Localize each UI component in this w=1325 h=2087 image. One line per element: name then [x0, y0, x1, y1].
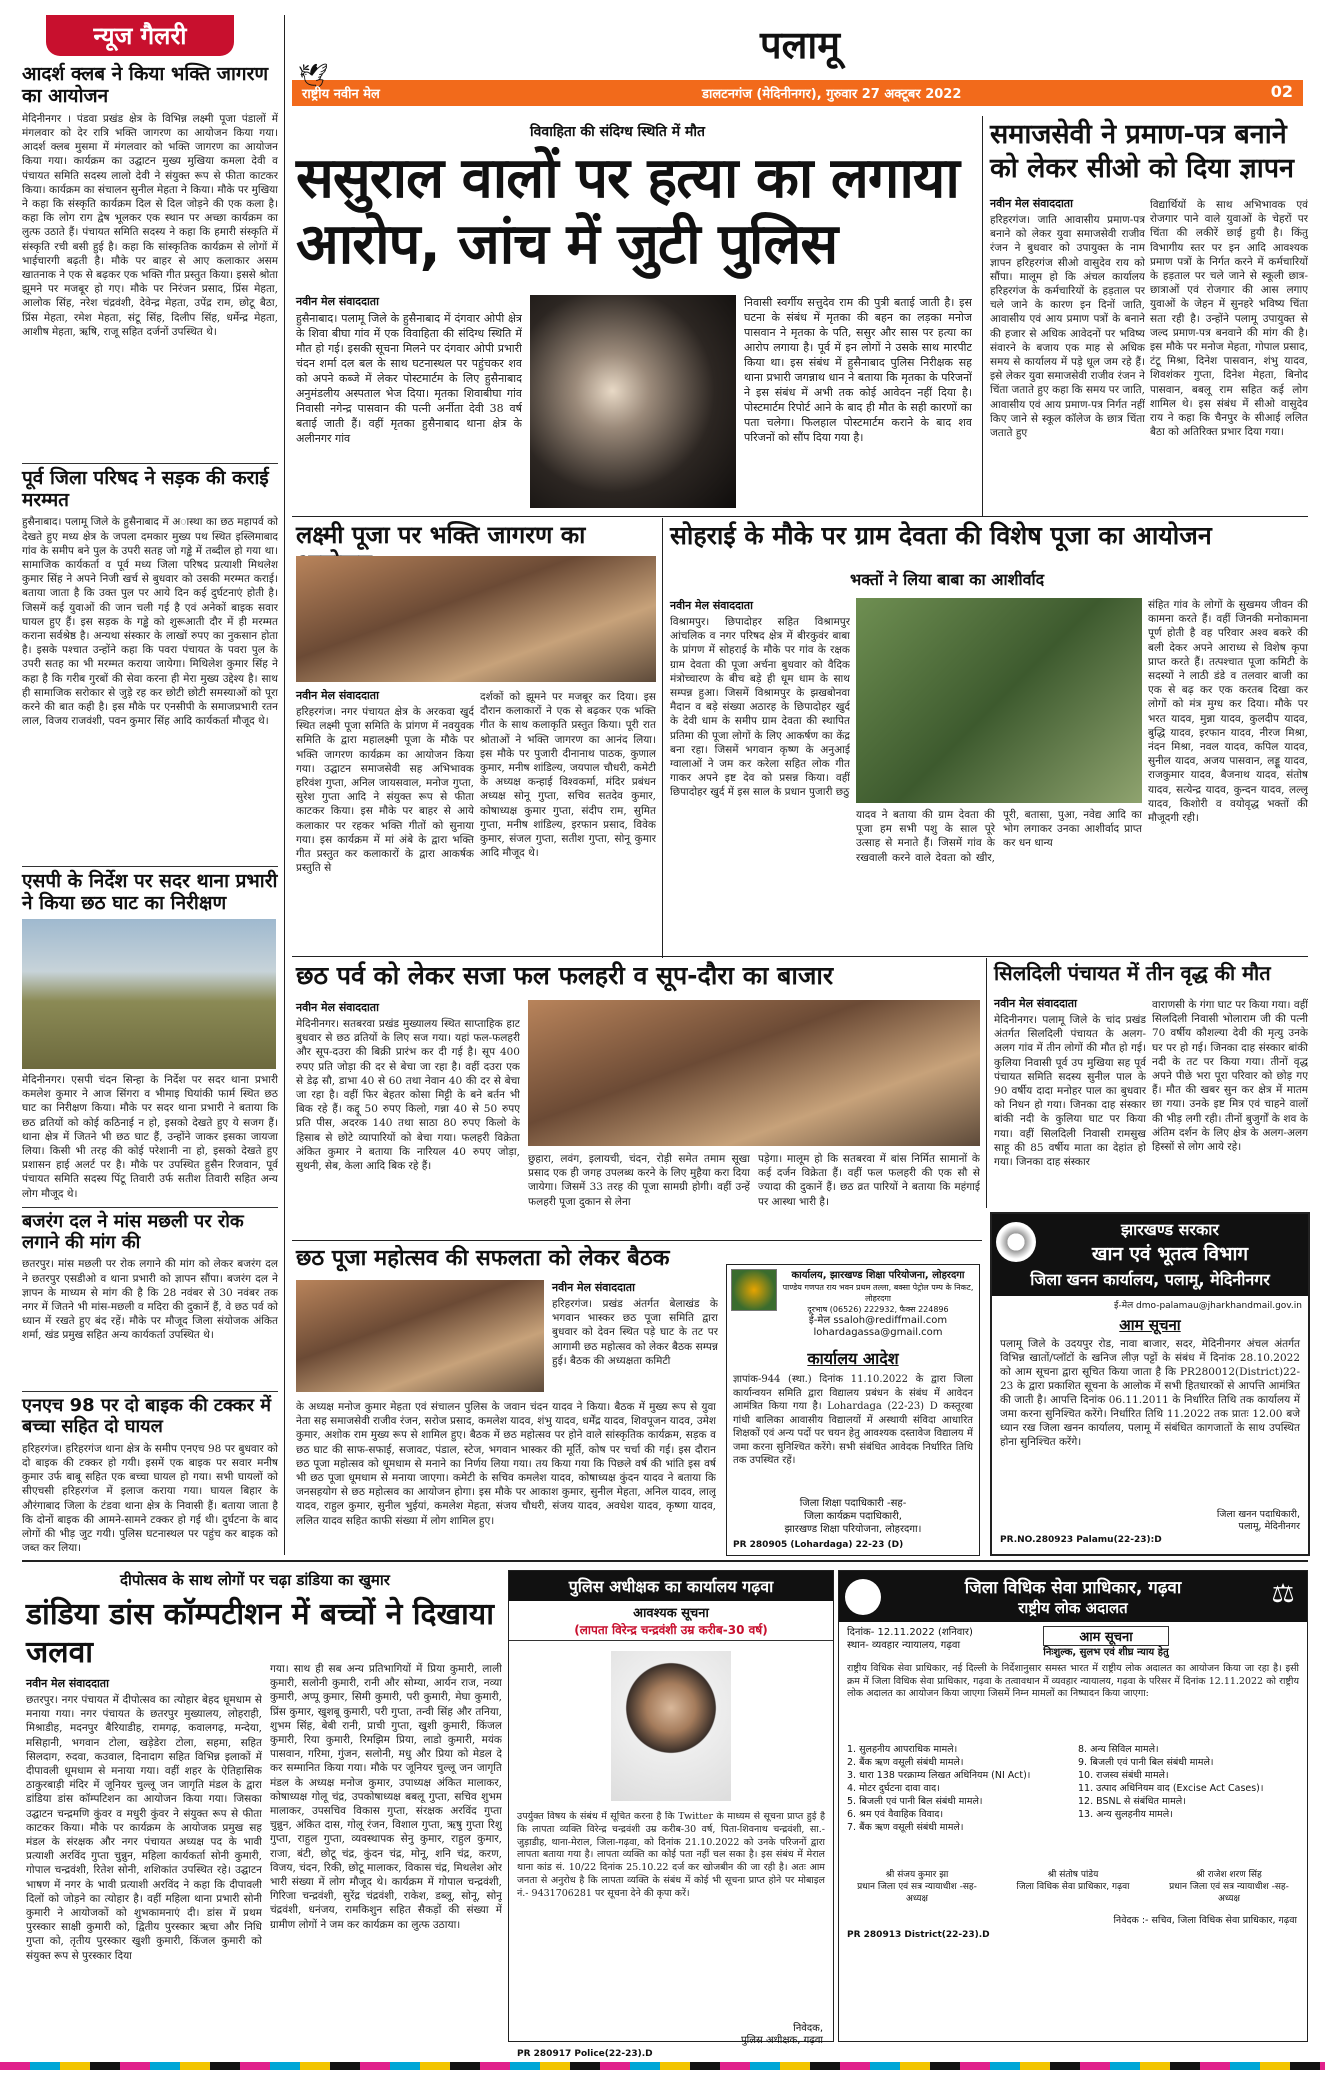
right-top-story — [990, 196, 1145, 513]
edu-order-title: कार्यालय आदेश — [807, 1349, 899, 1368]
laxmi-body-1: हरिहरगंज। नगर पंचायत क्षेत्र के अरकवा खुर्द स्थित लक्ष्मी पूजा समिति के प्रांगण में नवयुवक समिति के द्वारा महालक्ष्मी पूजा के मौके पर भक्ति जागरण कार्यक्रम का आयोजन किया गया। उद्घाटन समाजसेवी सह अभिभावक हरिवंश गुप्ता, अनिल जायसवाल, मनोज गुप्ता, सुरेश गुप्ता आदि ने संयुक्त रूप से फीता काटकर किया। इस मौके पर बाहर से आये कलाकार पर रहकर भक्ति गीतों को सुनाया गया। इस कार्यक्रम में मां अंबे के द्वारा भक्ति गीत प्रस्तुत कर कलाकारों के द्वारा आकर्षक प्रस्तुति से — [296, 706, 474, 875]
chhath-market-story — [296, 1000, 520, 1247]
victim-photo — [530, 295, 736, 508]
legal-sig-right-name: श्री राजेश शरण सिंह — [1196, 1870, 1262, 1880]
left-story-4-headline: बजरंग दल ने मांस मछली पर रोक लगाने की मांग की — [22, 1211, 244, 1253]
sohrai-headline: सोहराई के मौके पर ग्राम देवता की विशेष पूजा का आयोजन — [670, 521, 1212, 550]
legal-subtitle: राष्ट्रीय लोक अदालत — [1018, 1599, 1128, 1617]
sohrai-body-1: विश्रामपुर। छिपादोहर सहित विश्रामपुर आंचलिक व नगर परिषद क्षेत्र में बीरकुवंर बाबा के प्रांगण में सोहराई के मौके पर गांव के रक्षक ग्राम देवता की पूजा अर्चना बुधवार को वैदिक मंत्रोच्चारण के बीच बड़े ही धूम धाम के साथ सम्पन्न हुआ। जिसमें विश्रामपुर के झखबोनवा मैदान व बड़े संख्या अठारह के छिपादोहर खुर्द के देवी धाम के समीप ग्राम देवता की स्थापित प्रतिमा की पूजा लोगों के लिए आकर्षण का केंद्र बना रहा। जिसमें भगवान कृष्ण के अनुआई ग्वालाओं ने जम कर करेला सहित लोक गीत गाकर अपने इष्ट देव को प्रसन्न किया। वहीं छिपादोहर खुर्द में इस साल के प्रधान पुजारी छठु — [670, 616, 850, 799]
right-top-headline: समाजसेवी ने प्रमाण-पत्र बनाने को लेकर सीओ को दिया ज्ञापन — [990, 119, 1295, 184]
legal-pr-number: PR 280913 District(22-23).D — [847, 1930, 990, 1940]
legal-footer: निवेदक :- सचिव, जिला विधिक सेवा प्राधिकार, गढ़वा — [1113, 1915, 1297, 1926]
sohrai-byline: नवीन मेल संवाददाता — [670, 599, 753, 612]
legal-notice-title: आम सूचना — [1043, 1626, 1168, 1646]
lead-story — [296, 294, 522, 525]
chhath-market-headline: छठ पर्व को लेकर सजा फल फलहरी व सूप-दौरा का बाजार — [296, 961, 834, 990]
right-top-body-1: हरिहरगंज। जाति आवासीय प्रमाण-पत्र बनाने को लेकर युवा समाजसेवी राजीव रंजन ने बुधवार को उपायुक्त के नाम ज्ञापन हरिहरगंज सीओ वासुदेव राय को सौंपा। मालूम हो कि अंचल कार्यालय हरिहरगंज के कर्मचारियों के हड़ताल पर चले जाने के कारण इन दिनों जाति, आवासीय एवं आय प्रमाण पत्रों के बनाने की हजार से अधिक आवेदनों पर भविष्य संवारने के बजाय एक माह से अधिक समय से कार्यालय में पड़े धूल जम रहे हैं। इसे लेकर युवा समाजसेवी राजीव रंजन ने चिंता जताते हुए कहा कि समय पर जाति, आवासीय एवं आय प्रमाण-पत्र निर्गत नहीं किए जाने से स्कूल कॉलेज के छात्र चिंता जताते हुए — [990, 214, 1145, 440]
chhath-meeting-body-1: हरिहरगंज। प्रखंड अंतर्गत बेलाखंड के भगवान भास्कर छठ पूजा समिति द्वारा बुधवार को देवन स्थित पड़े घाट के तट पर आगामी छठ महोत्सव को लेकर बैठक सम्पन्न हुई। बैठक की अध्यक्षता कमिटी — [552, 1298, 718, 1367]
chhath-market-byline: नवीन मेल संवाददाता — [296, 1001, 379, 1014]
silidili-body-2: वाराणसी के गंगा घाट पर किया गया। वहीं सिलदिली निवासी भोलाराम जी की पत्नी 70 वर्षीय कौशल्या देवी की मृत्यु उनके घर पर हो गई। जिनका दाह संस्कार बांकी नदी के तट पर किया गया। तीनों वृद्ध अपने पीछे भरा पूरा परिवार को छोड़ गए हैं। मौत की खबर सुन कर क्षेत्र में मातम छा गया। उनके इष्ट मित्र एवं चाहने वालों की भीड़ लगी रही। तीनों बुजुर्गों के शव के अंतिम दर्शन के लिए क्षेत्र के अलग-अलग हिस्सों से लोग आये रहे। — [1152, 999, 1308, 1154]
dandiya-kicker: दीपोत्सव के साथ लोगों पर चढ़ा डांडिया का खुमार — [120, 1571, 390, 1589]
legal-case-item: 3. धारा 138 परक्राम्य लिखत अधिनियम (NI Act)। — [847, 1770, 1031, 1781]
silidili-story — [994, 996, 1146, 1209]
legal-case-item: 9. बिजली एवं पानी बिल संबंधी मामले। — [1078, 1757, 1214, 1768]
mines-office: जिला खनन कार्यालय, पलामू, मेदिनीनगर — [1030, 1270, 1270, 1289]
legal-case-item: 5. बिजली एवं पानी बिल संबंधी मामले। — [847, 1796, 983, 1807]
dandiya-body-1: छतरपुर। नगर पंचायत में दीपोत्सव का त्योहार बेहद धूमधाम से मनाया गया। नगर पंचायत के छतरपुर मुख्यालय, लोहराही, मिश्राडीह, मदनपुर बैरियाडीह, रामगढ़, कवालगढ़, मन्देया, मसिहानी, भगवान टोला, खड़ेडेरा टोला, सहमा, सहित सिलदाग, रुदवा, कउवाल, दिनादाग सहित विभिन्न इलाकों में दीपावली धूमधाम से मनाया गया। वहीं शहर के ऐतिहासिक ठाकुरबाड़ी मंदिर में जूनियर चुल्लू जन जागृति मंडल के द्वारा डांडिया डांस कॉम्पटिशन का आयोजन किया गया। जिसका उद्घाटन चन्द्रमणि कुंवर व मधुरी कुंवर ने संयुक्त रूप से फीता काटकर किया। मौके पर कार्यक्रम के आयोजक प्रमुख सह मंडल के संरक्षक और नगर पंचायत अध्यक्ष पद के भावी प्रत्याशी अरविंद गुप्ता चुन्नुन, महिला कार्यकर्ता सोनी कुमारी, गोपाल चन्द्रवंशी, रितेश सोनी, शशिकांत उपस्थित रहे। उद्घाटन भाषण में नगर के भावी प्रत्याशी अरविंद ने कहा कि दीपावली दिलों को जोड़ने का त्योहार है। वहीं महिला थाना प्रभारी सोनी कुमारी ने आयोजकों को शुभकामनाएं दी। डांस में प्रथम पुरस्कार साक्षी कुमारी को, द्वितीय पुरस्कार ऋचा और निधि गुप्ता को, तृतीय पुरस्कार खुशी कुमारी, किंजल कुमारी को संयुक्त रूप से पुरस्कार दिया — [26, 1694, 262, 1962]
left-story-4-body: छतरपुर। मांस मछली पर रोक लगाने की मांग को लेकर बजरंग दल ने छतरपुर एसडीओ व थाना प्रभारी को ज्ञापन सौंपा। बजरंग दल ने ज्ञापन के माध्यम से मांग की है कि 28 नवंबर से 30 नवंबर तक नगर में जितने भी मांस-मछली व मदिरा की दुकानें हैं, वे छठ पर्व को ध्यान में रखते हुए बंद रहें। मौके पर मौजूद जिला संयोजक अंकित शर्मा, खंड प्रमुख सहित अन्य कार्यकर्ता उपस्थित थे। — [22, 1258, 278, 1342]
legal-sig-left-name: श्री संजय कुमार झा — [885, 1870, 949, 1880]
sohrai-body-3: संहित गांव के लोगों के सुखमय जीवन की कामना करते हैं। वहीं जिनकी मनोकामना पूर्ण होती है वह परिवार अश्व बकरे की बली देकर अपने आराध्य से विशेष कृपा प्राप्त करते हैं। तत्पश्चात पूजा कमिटी के सदस्यों ने लाठी डंडे व तलवार बाजी का एक से बढ़ कर एक करतब दिखा कर लोगों को मंत्र मुग्ध कर दिया। मौके पर भरत यादव, मुन्ना यादव, कुलदीप यादव, बुद्धि यादव, इरफान यादव, नीरज मिश्रा, नंदन मिश्रा, नवल यादव, कपिल यादव, सुनील यादव, अजय पासवान, लड्डू यादव, राजकुमार यादव, बैजनाथ यादव, संतोष यादव, सत्येन्द्र यादव, कुन्दन यादव, लल्लू यादव, किशोरी व वयोवृद्ध भक्तों की मौजूदगी रही। — [1148, 599, 1308, 825]
jharkhand-education-logo — [731, 1269, 777, 1311]
edu-order-body: ज्ञापांक-944 (स्था.) दिनांक 11.10.2022 के द्वारा जिला कार्यान्वयन समिति द्वारा विद्यालय प्रबंधन के संबंध में आवेदन आमंत्रित किया गया है। Lohardaga (22-23) D कस्तूरबा गांधी बालिका आवासीय विद्यालयों में अस्थायी संविदा आधारित शिक्षकों एवं अन्य पदों पर चयन हेतु आवश्यक दस्तावेज विद्यालय में जमा करना सुनिश्चित करेंगे। सभी संबंधित आवेदक निर्धारित तिथि तक उपस्थित रहें। — [733, 1374, 973, 1466]
dandiya-body-2: गया। साथ ही सब अन्य प्रतिभागियों में प्रिया कुमारी, लाली कुमारी, सलोनी कुमारी, रानी और सोम्या, आर्यन राज, नव्या कुमारी, अप्पू कुमार, सिमी कुमारी, परी कुमारी, मेघा कुमारी, प्रिंस कुमार, खुशबू कुमारी, परी गुप्ता, तन्वी सिंह और तनिया, शुभम सिंह, बेबी रानी, प्राची गुप्ता, खुशी कुमारी, किंजल कुमारी, रिया कुमारी, रिमझिम प्रिया, लाडो कुमारी, मयंक पासवान, गरिमा, गुंजन, सलोनी, मधु और प्रिया को मेडल दे कर सम्मानित किया गया। मौके पर जूनियर चुल्लू जन जागृति मंडल के अध्यक्ष मनोज कुमार, उपाध्यक्ष अंकित मालाकर, कोषाध्यक्ष गोलू चंद्र, उपकोषाध्यक्ष बबलू गुप्ता, सचिव शुभम मालाकर, उपसचिव विकास गुप्ता, संरक्षक अरविंद गुप्ता चुन्नुन, अंकित दास, गोलू रंजन, विशाल गुप्ता, ऋषु गुप्ता रिशु गुप्ता, राहुल गुप्ता, व्यवस्थापक सेनु कुमार, राहुल कुमार, राजा, बंटी, छोटू चंद्र, कुंदन चंद्र, मोनू, शनि चंद्र, करण, विजय, चंदन, रिकी, छोटू मालाकर, विकास चंद्र, मिथलेश ओर भारी संख्या में लोग मौजूद थे। कार्यक्रम में गोपाल चन्द्रवंशी, गिरिजा चन्द्रवंशी, सुरेंद्र चंद्रवंशी, राकेश, डब्लू, सोनू, सोनू चंद्रवंशी, धनंजय, रामकिशुन सहित सैकड़ों की संख्या में ग्रामीण लोगों ने जम कर कार्यक्रम का लुत्फ उठाया। — [270, 1663, 502, 1931]
edu-email-1: ई-मेल ssaloh@rediffmail.com — [808, 1315, 948, 1326]
edu-address: पाण्डेय गणपत राय भवन प्रथम तल्ला, बक्सा पेट्रोल पम्प के निकट, लोहरदगा — [782, 1283, 974, 1303]
mines-email: ई-मेल dmo-palamau@jharkhandmail.gov.in — [1114, 1301, 1302, 1311]
legal-sig-left-role: प्रधान जिला एवं सत्र न्यायाधीश -सह- अध्यक्ष — [857, 1882, 977, 1904]
laxmi-body-2: दर्शकों को झूमने पर मजबूर कर दिया। इस दौरान कलाकारों ने एक से बढ़कर एक भक्ति गीत के साथ कलाकृति प्रस्तुत किया। पूरी रात श्रोताओं ने भक्ति जागरण का आनंद लिया। इस मौके पर पुजारी दीनानाथ पाठक, कुणाल कुमार, मनीष शांडिल्य, जयपाल चौधरी, कमेटी के अध्यक्ष कन्हाई विश्वकर्मा, मंदिर प्रबंधन अध्यक्ष सोनू गुप्ता, सचिव सतदेव कुमार, कोषाध्यक्ष कुमार गुप्ता, संदीप राम, सुमित गुप्ता, मनीष शांडिल्य, इरफान प्रसाद, विवेक कुमार, संजल गुप्ता, सतीश गुप्ता, सोनू कुमार आदि मौजूद थे। — [480, 691, 656, 860]
right-top-body-2: विद्यार्थियों के साथ अभिभावक एवं रोजगार पाने वाले युवाओं के चेहरों पर चिंता की लकीरें छाई हुयी है। किंतु विभागीय स्तर पर इन आदि आवश्यक प्रमाण पत्रों के निर्गत करने में कर्मचारियों के हड़ताल पर चले जाने से स्कूली छात्र-छात्राओं एवं रोजगार की आस लगाए युवाओं के जेहन में सुनहरे भविष्य चिंता सता रही है। उन्होंने पलामू उपायुक्त से जल्द प्रमाण-पत्र बनवाने की मांग की है। इस मौके पर मनोज मेहता, गोपाल प्रसाद, टंटू मिश्रा, दिनेश पासवान, शंभु यादव, शिवशंकर गुप्ता, दिनेश मेहता, बिनोद पासवान, बबलू राम सहित कई लोग शामिल थे। इस संबंध में सीओ वासुदेव राय ने कहा कि चैनपुर के सीआई ललित बैठा को अतिरिक्त प्रभार दिया गया। — [1150, 199, 1308, 439]
police-notice-sub: (लापता विरेन्द्र चन्द्रवंशी उम्र करीब-30 वर्ष) — [509, 1621, 833, 1641]
police-office: पुलिस अधीक्षक का कार्यालय गढ़वा — [509, 1571, 833, 1601]
chhath-meeting-byline: नवीन मेल संवाददाता — [552, 1281, 635, 1294]
silidili-headline: सिलदिली पंचायत में तीन वृद्ध की मौत — [994, 961, 1271, 985]
ghat-inspection-photo — [22, 919, 276, 1069]
legal-slogan: निःशुल्क, सुलभ एवं शीघ्र न्याय हेतु — [1043, 1647, 1169, 1658]
bird-logo-icon: 🕊 — [298, 62, 329, 90]
police-missing-ad — [508, 1570, 834, 2059]
section-title: पलामू — [760, 23, 840, 67]
sohrai-subhead: भक्तों ने लिया बाबा का आशीर्वाद — [850, 570, 1045, 589]
left-story-1-body: मेदिनीनगर । पंडवा प्रखंड क्षेत्र के विभिन्न लक्ष्मी पूजा पंडालों में मंगलवार को देर रात्रि भक्ति जागरण का आयोजन किया गया। आदर्श क्लब मुसमा में मंगलवार को भक्ति जागरण का आयोजन किया गया। कार्यक्रम का उद्घाटन मुख्य मुखिया कमला देवी व पंचायत समिति सदस्य लालो देवी ने संयुक्त रूप से फीता काटकर किया। कार्यक्रम का संचालन सुनील मेहता ने किया। मौके पर मुखिया ने कहा कि संस्कृति कार्यक्रम दिल से दिल जोड़ने की एक कला है। कहा कि लोग राग द्वेष भूलकर एक स्थान पर अच्छा कार्यक्रम का लुत्फ उठाते हैं। पंचायत समिति सदस्य ने कहा कि हमारी संस्कृति में संस्कृति रची बसी हुई है। कहा कि सांस्कृतिक कार्यक्रम से लोगों में भाईचारगी बढ़ती है। मौके पर बाहर से आए कलाकार असम खातनाक ने एक से बढ़कर एक भक्ति गीत प्रस्तुत किया। इससे श्रोता झूमने पर मजबूर हो गए। मौके पर निरंजन प्रसाद, प्रिंस मेहता, आलोक सिंह, नरेश चंद्रवंशी, देवेन्द्र मेहता, उपेंद्र राम, छोटू बैठा, प्रिंस मेहता, रमेश मेहता, संटू सिंह, दिलीप सिंह, धर्मेन्द्र मेहता, आशीष मेहता, ऋषि, राजू सहित दर्जनों उपस्थित थे। — [22, 112, 278, 338]
legal-case-item: 4. मोटर दुर्घटना दावा वाद। — [847, 1783, 940, 1794]
legal-case-item: 10. राजस्व संबंधी मामले। — [1078, 1770, 1169, 1781]
legal-case-item: 12. BSNL से संबंधित मामले। — [1078, 1796, 1186, 1807]
news-gallery-banner: न्यूज गैलरी — [46, 15, 234, 56]
edu-office-name: कार्यालय, झारखण्ड शिक्षा परियोजना, लोहरदगा — [791, 1270, 965, 1281]
chhath-meeting-story — [552, 1280, 718, 1397]
sohrai-body-2: यादव ने बताया की ग्राम देवता की पूजा हम सभी पशु के साल पूरे उत्साह से मनाते हैं। जिसमें गांव के रखवाली करने वाले देवता को खीर, पूरी, बतासा, पुआ, नवेद्य आदि का भोग लगाकर उनका आशीर्वाद प्राप्त कर धन धान्य — [856, 809, 1142, 864]
masthead-bar — [292, 62, 1303, 106]
dateline: डालटनगंज (मेदिनीनगर), गुरुवार 27 अक्टूबर 2022 — [702, 87, 962, 102]
edu-pr-number: PR 280905 (Lohardaga) 22-23 (D) — [733, 1540, 904, 1550]
lead-body-2: निवासी स्वर्गीय सत्तुदेव राम की पुत्री बताई जाती है। इस घटना के संबंध में मृतका की बहन का लड़का मनोज पासवान ने मृतका के पति, ससुर और सास पर हत्या का आरोप लगाया है। पूर्व में इन लोगों ने उसके साथ मारपीट किया था। इस संबंध में हुसैनाबाद पुलिस निरीक्षक सह थाना प्रभारी जगन्नाथ धान ने बताया कि मृतका के परिजनों ने इस संबंध में अभी तक कोई आवेदन नहीं दिया है। पोस्टमार्टम रिपोर्ट आने के बाद ही मौत के सही कारणों का पता चलेगा। फिलहाल पोस्टमार्टम कराने के बाद शव परिजनों को सौंप दिया गया है। — [744, 296, 972, 444]
lead-body-1: हुसैनाबाद। पलामू जिले के हुसैनाबाद में दंगवार ओपी क्षेत्र के शिवा बीघा गांव में एक विवाहिता की संदिग्ध स्थिति में मौत हो गई। इसकी सूचना मिलने पर दंगवार ओपी प्रभारी चंदन शर्मा दल बल के साथ घटनास्थल पर पहुंचकर शव को अपने कब्जे में लेकर पोस्टमार्टम के लिए हुसैनाबाद अनुमंडलीय अस्पताल भेज दिया। मृतका शिवाबीघा गांव निवासी नगेन्द्र पासवान की पत्नी अर्नीता देवी 38 वर्ष बताई जाती हैं। वहीं मृतका हुसैनाबाद थाना क्षेत्र के अलीनगर गांव — [296, 312, 522, 445]
chhath-meeting-body-2: के अध्यक्ष मनोज कुमार मेहता एवं संचालन पुलिस के जवान चंदन यादव ने किया। बैठक में मुख्य रूप से युवा नेता सह समाजसेवी राजीव रंजन, सरोज प्रसाद, कमलेश यादव, शंभु यादव, धर्मेंद्र यादव, शिवपूजन यादव, उमेश कुमार, अशोक राम मुख्य रूप से शामिल हुए। बैठक में छठ महोत्सव पर होने वाले सांस्कृतिक कार्यक्रम, सड़क व छठ घाट की साफ-सफाई, सजावट, पंडाल, स्टेज, भगवान भास्कर की मूर्ति, कोष पर चर्चा की गई। इस दौरान छठ पूजा महोत्सव को धूमधाम से मनाने का निर्णय लिया गया। तय किया गया कि पिछले वर्ष की भांति इस वर्ष भी छठ पूजा धूमधाम से मनाया जाएगा। कमेटी के सचिव कमलेश यादव, कोषाध्यक्ष कुंदन यादव ने बताया कि जनसहयोग से छठ महोत्सव का आयोजन होगा। इस मौके पर आकाश कुमार, सुनील मेहता, अनिल यादव, लालू यादव, राहुल कुमार, सुनील भुईयां, कमलेश मेहता, संजय चौधरी, संजय यादव, अवधेश यादव, कृष्णा यादव, ललित यादव सहित काफी संख्या में लोग शामिल हुए। — [296, 1401, 716, 1527]
police-sig-1: निवेदक, — [793, 2023, 823, 2034]
dandiya-byline: नवीन मेल संवाददाता — [26, 1677, 109, 1690]
left-story-5-headline: एनएच 98 पर दो बाइक की टक्कर में बच्चा सहित दो घायल — [22, 1395, 271, 1438]
mines-pr-number: PR.NO.280923 Palamu(22-23):D — [1000, 1535, 1162, 1545]
laxmi-byline: नवीन मेल संवाददाता — [296, 689, 379, 702]
mines-dept: खान एवं भूतत्व विभाग — [1091, 1243, 1249, 1265]
silidili-body-1: मेदिनीनगर। पलामू जिले के चांद प्रखंड अंतर्गत सिलदिली पंचायत के अलग-अलग गांव में तीन लोगों की मौत हो गई। कुलिया निवासी पूर्व उप मुखिया सह पूर्व पंचायत समिति सदस्य सुनील पाल के 90 वर्षीय दादा मनोहर पाल का बुधवार को निधन हो गया। जिनका दाह संस्कार बांकी नदी के कुलिया घाट पर किया गया। वहीं सिलदिली निवासी रामसुख साहू की 85 वर्षीय माता का देहांत हो गया। जिनका दाह संस्कार — [994, 1014, 1146, 1169]
edu-sig-3: झारखण्ड शिक्षा परियोजना, लोहरदगा। — [784, 1524, 922, 1535]
police-sig-2: पुलिस अधीक्षक, गढ़वा — [741, 2035, 823, 2046]
legal-case-item: 13. अन्य सुलहनीय मामले। — [1078, 1809, 1173, 1820]
edu-email-2: lohardagassa@gmail.com — [813, 1327, 943, 1338]
legal-date: दिनांक- 12.11.2022 (शनिवार) — [847, 1627, 973, 1638]
sohrai-story — [670, 598, 850, 955]
bottom-color-stripe — [0, 2062, 1325, 2070]
edu-sig-1: जिला शिक्षा पदाधिकारी -सह- — [799, 1498, 907, 1509]
mines-notice-title: आम सूचना — [1119, 1316, 1181, 1334]
legal-sig-mid-name: श्री संतोष पांडेय — [1047, 1870, 1099, 1880]
missing-person-photo — [611, 1651, 731, 1801]
lead-kicker: विवाहिता की संदिग्ध स्थिति में मौत — [530, 124, 705, 140]
mines-sig-1: जिला खनन पदाधिकारी, — [1216, 1509, 1300, 1520]
jharkhand-emblem-icon — [996, 1222, 1036, 1262]
mines-notice-body: पलामू जिले के उदयपुर रोड, नावा बाजार, सदर, मेदिनीनगर अंचल अंतर्गत विभिन्न खातों/प्लॉटों के खनिज लीज़ पट्टों के संबंध में दिनांक 28.10.2022 को आम सूचना द्वारा सूचित किया जाता है कि PR280012(District)22-23 के द्वारा प्रकाशित सूचना के आलोक में सभी हितधारकों से आपत्ति आमंत्रित की जाती है। आपत्ति दिनांक 06.11.2011 के निर्धारित तिथि तक कार्यालय में जमा करना सुनिश्चित करेंगे। निर्धारित तिथि 11.2022 तक प्रातः 12.00 बजे ध्यान रख जिला खनन कार्यालय, पलामू में संबंधित कागजातों के साथ उपस्थित होना सुनिश्चित करेंगे। — [1000, 1338, 1300, 1448]
lead-headline: ससुराल वालों पर हत्या का लगाया आरोप, जांच में जुटी पुलिस — [296, 146, 959, 277]
mines-gov: झारखण्ड सरकार — [1121, 1220, 1219, 1239]
lead-byline: नवीन मेल संवाददाता — [296, 295, 379, 308]
legal-case-item: 2. बैंक ऋण वसूली संबंधी मामले। — [847, 1757, 964, 1768]
legal-services-ad — [838, 1570, 1308, 2042]
legal-sig-right-role: प्रधान जिला एवं सत्र न्यायाधीश -सह- अध्यक्ष — [1169, 1882, 1289, 1904]
legal-case-item: 6. श्रम एवं वैवाहिक विवाद। — [847, 1809, 944, 1820]
laxmi-puja-headline: लक्ष्मी पूजा पर भक्ति जागरण का — [296, 521, 586, 549]
legal-case-item: 11. उत्पाद अधिनियम वाद (Excise Act Cases)। — [1078, 1783, 1264, 1794]
village-puja-photo — [856, 598, 1142, 803]
left-story-2-headline: पूर्व जिला परिषद ने सड़क की कराई मरम्मत — [22, 466, 269, 511]
left-story-1-headline: आदर्श क्लब ने किया भक्ति जागरण का आयोजन — [22, 63, 269, 107]
legal-office: जिला विधिक सेवा प्राधिकार, गढ़वा — [964, 1578, 1182, 1598]
dandiya-headline: डांडिया डांस कॉम्पटीशन में बच्चों ने दिखाया जलवा — [26, 1597, 494, 1670]
legal-case-item: 1. सुलहनीय आपराधिक मामले। — [847, 1744, 958, 1755]
education-office-ad — [726, 1264, 980, 1556]
chhath-market-body-3: पड़ेगा। मालूम हो कि सतबरवा में बांस निर्मित सामानों के कई दर्जन विक्रेता हैं। वहीं फल फलहरी की एक सौ से ज्यादा की दुकानें हैं। छठ व्रत पारियों ने बताया कि महंगाई पर आस्था भारी है। — [758, 1153, 980, 1208]
left-column — [22, 15, 285, 1555]
scales-of-justice-icon: ⚖ — [1271, 1578, 1295, 1609]
silidili-byline: नवीन मेल संवाददाता — [994, 997, 1077, 1010]
left-story-3-headline: एसपी के निर्देश पर सदर थाना प्रभारी ने किया छठ घाट का निरीक्षण — [22, 870, 278, 915]
mines-sig-2: पलामू, मेदिनीनगर — [1238, 1521, 1300, 1532]
chhath-market-body-2: छुहारा, लवंग, इलायची, चंदन, रोड़ी समेत तमाम सूखा प्रसाद एक ही जगह उपलब्ध करने के लिए मुहैया करा दिया जायेगा। जिसमें 33 तरह की पूजा सामग्री होगी। वहीं उन्हें फलहरी पूजा दुकान से लेना — [528, 1153, 750, 1208]
edu-sig-2: जिला कार्यक्रम पदाधिकारी, — [804, 1511, 902, 1522]
laxmi-story — [296, 688, 474, 950]
legal-case-list — [839, 1743, 1307, 1861]
legal-venue: स्थान- व्यवहार न्यायालय, गढ़वा — [847, 1640, 961, 1651]
jagran-stage-photo — [296, 556, 656, 682]
right-top-byline: नवीन मेल संवाददाता — [990, 197, 1073, 210]
nalsa-logo-icon — [845, 1579, 881, 1615]
page-number: 02 — [1270, 82, 1293, 101]
left-story-5-body: हरिहरगंज। हरिहरगंज थाना क्षेत्र के समीप एनएच 98 पर बुधवार को दो बाइक की टक्कर हो गयी। इसमें एक बाइक पर सवार मनीष कुमार उर्फ बाबू सहित एक बच्चा घायल हो गया। सभी घायलों को सीएचसी हरिहरगंज में इलाज कराया गया। घायल बिहार के औरंगाबाद जिला के टंडवा थाना क्षेत्र के निवासी हैं। बताया जाता है कि दोनों बाइक की आमने-सामने टक्कर हो गई थी। दुर्घटना के बाद लोगों की भीड़ जुट गयी। पुलिस घटनास्थल पर पहुंच कर बाइक को जब्त कर लिया। — [22, 1442, 278, 1555]
meeting-photo — [296, 1280, 544, 1392]
chhath-meeting-headline: छठ पूजा महोत्सव की सफलता को लेकर बैठक — [296, 1246, 670, 1271]
market-photo — [528, 1000, 980, 1146]
chhath-market-body-1: मेदिनीनगर। सतबरवा प्रखंड मुख्यालय स्थित साप्ताहिक हाट बुधवार से छठ व्रतियों के लिए सज गया। यहां फल-फलहरी और सूप-दउरा की बिक्री प्रारंभ कर दी गई है। सूप 400 रुपए प्रति जोड़ा की दर से बेचा जा रहा है। वहीं दउरा एक से डेढ़ सौ, डाभा 40 से 60 तथा नेवान 40 की दर से बेचा जा रहा है। वहीं फिर बेहतर कोसा मिट्टी के बने बर्तन भी बिक रहे हैं। कद्दू 50 रुपए किलो, गन्ना 40 से 50 रुपए प्रति पीस, अदरक 140 तथा साठा 80 रुपए किलो के हिसाब से छोटे व्यापारियों को बेचा गया। फलहरी विक्रेता अंकित कुमार ने बताया कि नारियल 40 रुपए जोड़ा, सुथनी, सेब, केला आदि बिक रहे हैं। — [296, 1018, 520, 1173]
left-story-3-body: मेदिनीनगर। एसपी चंदन सिन्हा के निर्देश पर सदर थाना प्रभारी कमलेश कुमार ने आज सिंगरा व भीमाइ घियांकी फार्म स्थित छठ घाट का निरीक्षण किया। मौके पर सदर थाना प्रभारी ने बताया कि छठ व्रतियों को कोई कठिनाई न हो, इसको देखते हुए ये सजग हैं। थाना क्षेत्र में जितने भी छठ घाट हैं, उन्होंने जाकर इसका जायजा लिया। किसी भी तरह की कोई परेशानी ना हो, इसको देखते हुए प्रशासन हाई अलर्ट पर है। मौके पर उपस्थित हुसैन रिजवान, पूर्व पंचायत समिति सदस्य पिंटू तिवारी उर्फ सतीश तिवारी सहित अन्य लोग मौजूद थे। — [22, 1074, 278, 1200]
police-pr-number: PR 280917 Police(22-23).D — [517, 2049, 653, 2059]
dandiya-story — [26, 1676, 262, 2053]
left-story-2-body: हुसैनाबाद। पलामू जिले के हुसैनाबाद में अास्था का छठ महापर्व को देखते हुए मध्य क्षेत्र के जपला दमकार मुख्य पथ स्थित इस्लिमाबाद गांव के समीप बने पुल के उपरी सतह जो गड्ढे में तब्दील हो गया था। सामाजिक कार्यकर्ता व पूर्व मध्य जिला परिषद प्रत्याशी मिथलेश कुमार सिंह ने अपने निजी खर्च से बुधवार को उसकी मरम्मत कराई। बताया जाता है कि उक्त पुल पर आये दिन कई दुर्घटनाएं होती है। जिसमें कई युवाओं की जान चली गई है एवं अनेकों बाइक सवार घायल हुए हैं। इस सड़क के गड्ढे को शुरूआती दौर में ही मरम्मत कराना सर्वश्रेष्ठ है। अन्यथा संस्कार के लाखों रुपए का नुकसान होता है। इसके पश्चात उन्होंने कहा कि पवरा पंचायत के पवरा पुल के उपरी सतह का भी मरम्मत कराया जायेगा। मिथिलेश कुमार सिंह ने कहा है कि गरीब गुरबों की सेवा करना ही मेरा मुख्य उद्देश्य है। साथ ही सामाजिक सरोकार से जुड़े रह कर छोटी छोटी समस्याओं को पूरा करने की बात कही है। इस मौके पर एनसीपी के समाजप्रभारी रतन लाल, विजय राजवंशी, पवन कुमार सिंह आदि कार्यकर्ता मौजूद थे। — [22, 516, 278, 728]
police-notice-title: आवश्यक सूचना — [633, 1606, 709, 1621]
police-notice-body: उपर्युक्त विषय के संबंध में सूचित करना है कि Twitter के माध्यम से सूचना प्राप्त हुई है कि लापता व्यक्ति विरेन्द्र चन्द्रवंशी उम्र करीब-30 वर्ष, पिता-शिवनाथ चन्द्रवंशी, सा.-जुड़ाडीह, थाना-मेराल, जिला-गढ़वा, को दिनांक 21.10.2022 को उनके परिजनों द्वारा लापता बताया गया है। लापता व्यक्ति का कोई पता नहीं चल सका है। इस संबंध में मेराल थाना कांड सं. 10/22 दिनांक 25.10.22 दर्ज कर खोजबीन की जा रही है। अतः आम जनता से अनुरोध है कि लापता व्यक्ति के संबंध में कोई भी सूचना प्राप्त होने पर मोबाइल नं.- 9431706281 पर सूचना देने की कृपा करें। — [517, 1811, 825, 1899]
legal-sig-mid-role: जिला विधिक सेवा प्राधिकार, गढ़वा — [1016, 1882, 1130, 1892]
legal-case-item: 8. अन्य सिविल मामले। — [1078, 1744, 1159, 1755]
legal-intro: राष्ट्रीय विधिक सेवा प्राधिकार, नई दिल्ली के निर्देशानुसार समस्त भारत में राष्ट्रीय लोक अदालत का आयोजन किया जा रहा है। इसी क्रम में जिला विधिक सेवा प्राधिकार, गढ़वा के तत्वावधान में व्यवहार न्यायालय, गढ़वा के परिसर में दिनांक 12.11.2022 को राष्ट्रीय लोक अदालत का आयोजन किया जाएगा जिसमें निम्न मामलों का निष्पादन किया जाएगा: — [847, 1663, 1299, 1699]
paper-name: राष्ट्रीय नवीन मेल — [302, 87, 380, 102]
mines-office-ad — [990, 1212, 1310, 1556]
edu-phone: दूरभाष (06526) 222932, फैक्स 224896 — [807, 1305, 949, 1314]
legal-case-item: 7. बैंक ऋण वसूली संबंधी मामले। — [847, 1822, 964, 1833]
